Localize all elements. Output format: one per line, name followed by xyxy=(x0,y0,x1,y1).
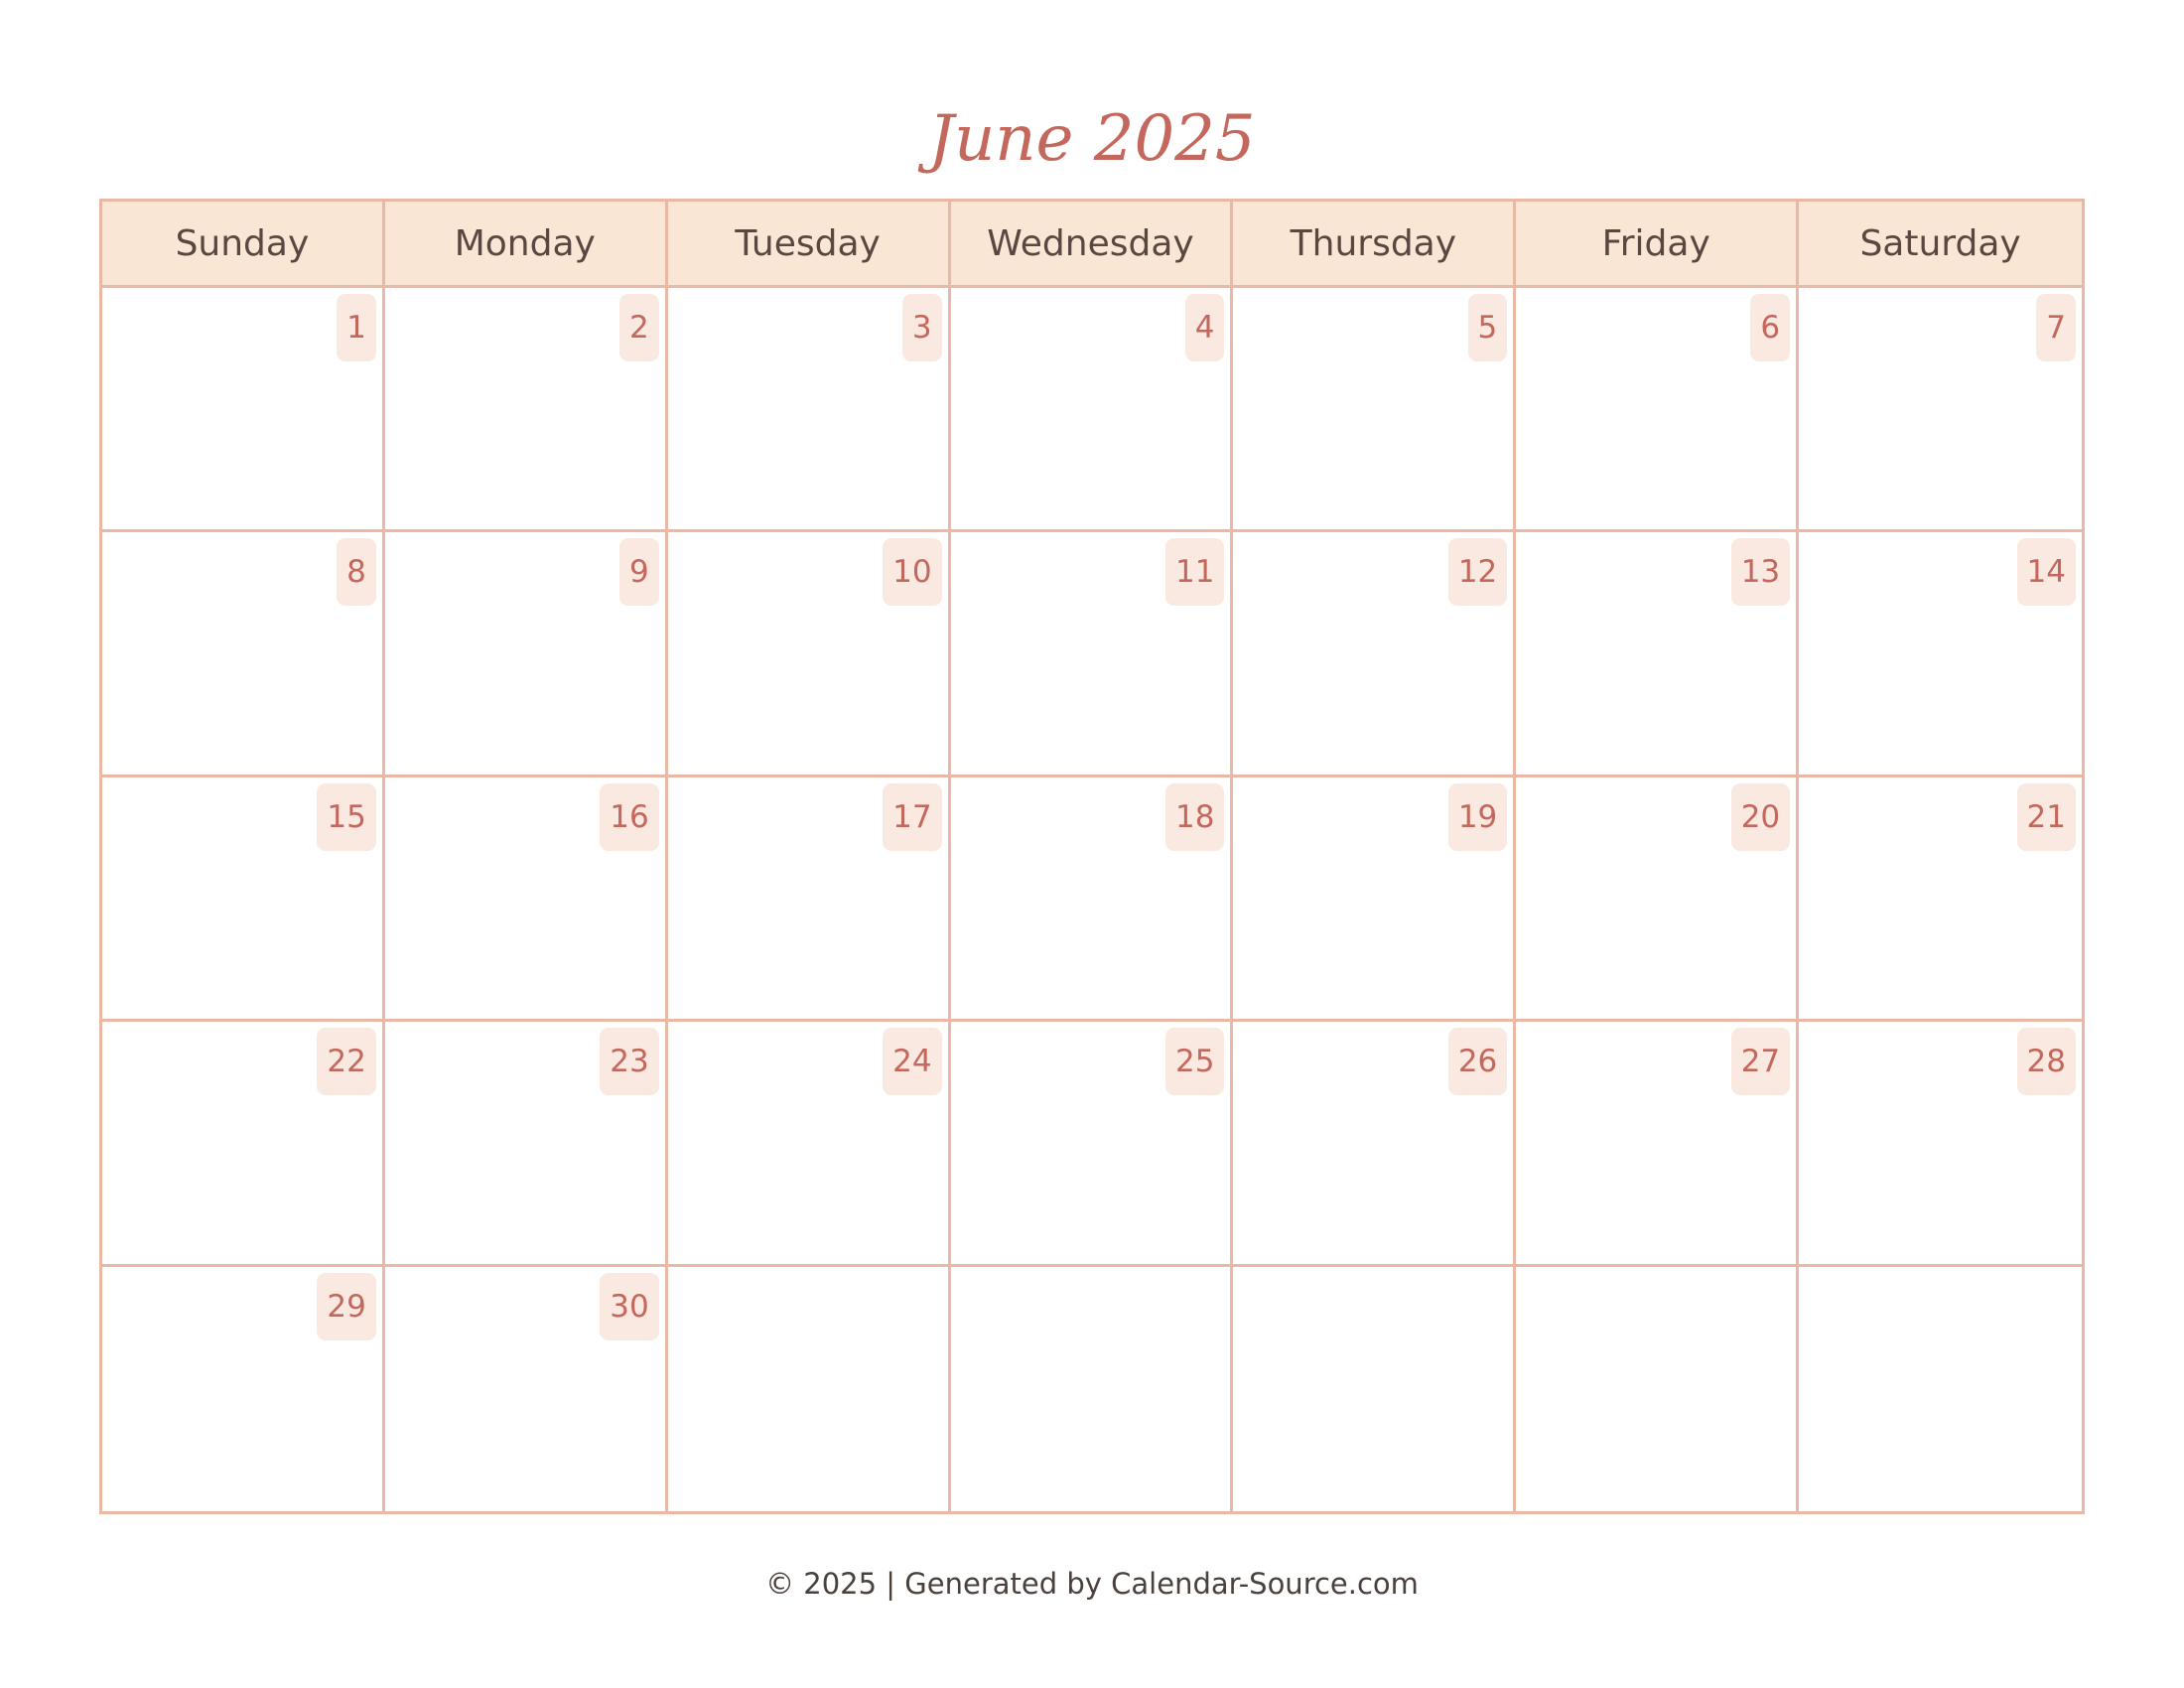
day-number: 23 xyxy=(600,1028,658,1095)
day-number: 9 xyxy=(619,538,659,606)
day-number: 14 xyxy=(2017,538,2076,606)
day-cell xyxy=(385,288,668,532)
day-cell xyxy=(385,1022,668,1266)
day-cell xyxy=(102,1267,385,1511)
day-cell xyxy=(951,777,1234,1022)
day-cell xyxy=(385,1267,668,1511)
calendar-grid xyxy=(99,199,2085,1514)
day-number: 12 xyxy=(1448,538,1507,606)
day-cell-empty xyxy=(668,1267,951,1511)
day-number: 13 xyxy=(1731,538,1790,606)
day-number: 16 xyxy=(600,783,658,851)
footer-credit: © 2025 | Generated by Calendar-Source.com xyxy=(765,1567,1419,1601)
weekday-header-monday: Monday xyxy=(385,202,668,288)
day-number: 24 xyxy=(883,1028,941,1095)
day-number: 1 xyxy=(337,294,376,361)
day-cell xyxy=(668,1022,951,1266)
weekday-header-friday: Friday xyxy=(1516,202,1799,288)
day-number: 6 xyxy=(1750,294,1790,361)
calendar-title: June 2025 xyxy=(928,102,1256,176)
day-number: 21 xyxy=(2017,783,2076,851)
day-cell xyxy=(1799,1022,2082,1266)
weekday-header-sunday: Sunday xyxy=(102,202,385,288)
day-cell xyxy=(1799,777,2082,1022)
day-number: 10 xyxy=(883,538,941,606)
day-cell xyxy=(385,777,668,1022)
weekday-header-thursday: Thursday xyxy=(1233,202,1516,288)
day-number: 17 xyxy=(883,783,941,851)
day-cell xyxy=(1516,777,1799,1022)
day-number: 4 xyxy=(1185,294,1225,361)
day-number: 11 xyxy=(1165,538,1224,606)
day-cell xyxy=(1799,288,2082,532)
weekday-header-saturday: Saturday xyxy=(1799,202,2082,288)
day-number: 30 xyxy=(600,1273,658,1340)
day-number: 28 xyxy=(2017,1028,2076,1095)
day-cell xyxy=(1233,532,1516,776)
day-number: 18 xyxy=(1165,783,1224,851)
day-cell-empty xyxy=(951,1267,1234,1511)
day-cell xyxy=(1516,532,1799,776)
day-cell xyxy=(1233,288,1516,532)
day-cell xyxy=(668,777,951,1022)
day-cell-empty xyxy=(1799,1267,2082,1511)
day-number: 20 xyxy=(1731,783,1790,851)
day-cell-empty xyxy=(1516,1267,1799,1511)
day-cell xyxy=(1233,777,1516,1022)
day-number: 8 xyxy=(337,538,376,606)
day-number: 15 xyxy=(317,783,375,851)
day-cell xyxy=(951,1022,1234,1266)
day-number: 5 xyxy=(1468,294,1508,361)
day-number: 27 xyxy=(1731,1028,1790,1095)
day-cell xyxy=(1516,288,1799,532)
day-number: 29 xyxy=(317,1273,375,1340)
weekday-header-tuesday: Tuesday xyxy=(668,202,951,288)
day-cell xyxy=(1516,1022,1799,1266)
day-number: 3 xyxy=(902,294,942,361)
day-cell xyxy=(951,532,1234,776)
day-cell xyxy=(385,532,668,776)
day-cell xyxy=(668,532,951,776)
day-cell xyxy=(668,288,951,532)
day-cell xyxy=(102,1022,385,1266)
day-number: 22 xyxy=(317,1028,375,1095)
day-cell xyxy=(102,532,385,776)
day-number: 26 xyxy=(1448,1028,1507,1095)
day-cell xyxy=(1799,532,2082,776)
day-cell xyxy=(102,288,385,532)
day-number: 7 xyxy=(2036,294,2076,361)
weekday-header-wednesday: Wednesday xyxy=(951,202,1234,288)
day-cell xyxy=(102,777,385,1022)
day-number: 19 xyxy=(1448,783,1507,851)
day-cell-empty xyxy=(1233,1267,1516,1511)
day-cell xyxy=(1233,1022,1516,1266)
day-number: 2 xyxy=(619,294,659,361)
day-cell xyxy=(951,288,1234,532)
day-number: 25 xyxy=(1165,1028,1224,1095)
